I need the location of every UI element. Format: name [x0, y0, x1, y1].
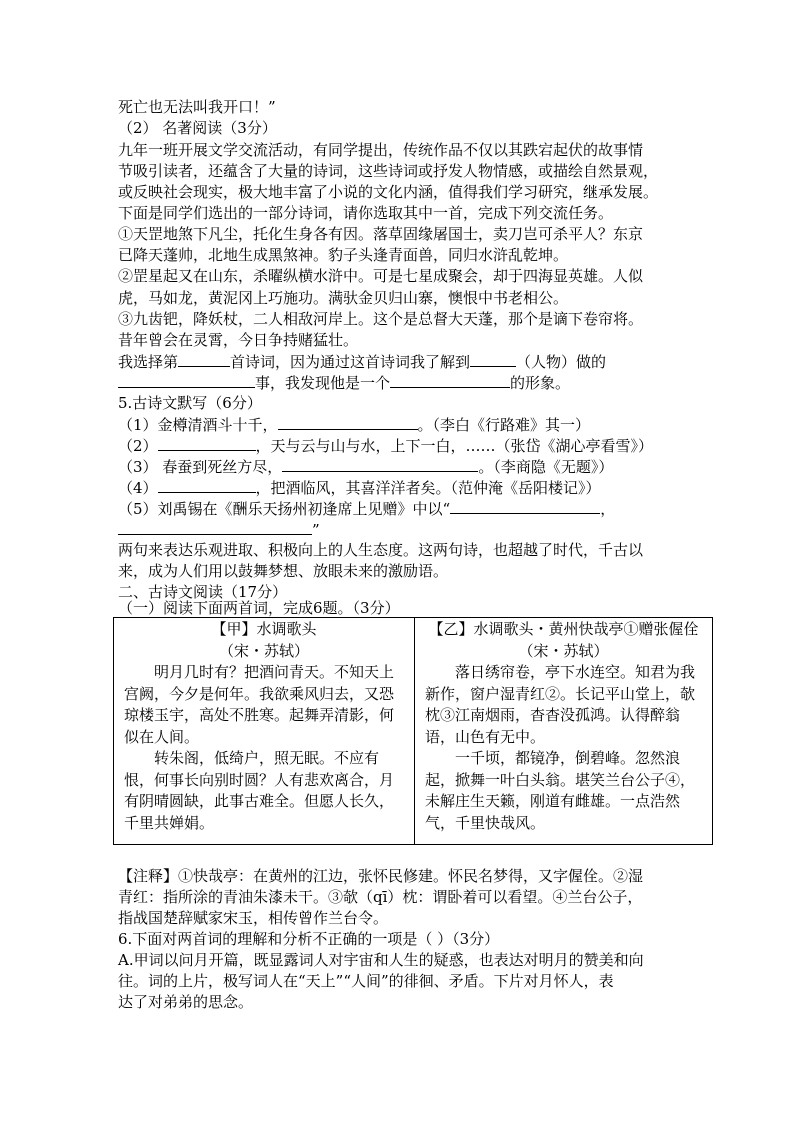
poem-line: ②罡星起又在山东，杀曜纵横水浒中。可是七星成聚会，却于四海显英雄。人似	[118, 267, 644, 285]
option-line: 达了对弟弟的思念。	[118, 993, 254, 1011]
annotation-line: 青红：指所涂的青油朱漆未干。③欹（qī）枕：谓卧着可以看望。④兰台公子，	[118, 888, 643, 906]
answer-blank[interactable]	[118, 519, 312, 535]
question-line	[118, 519, 320, 541]
text-line: 两句来表达乐观进取、积极向上的人生态度。这两句诗，也超越了时代，千古以	[118, 541, 644, 559]
answer-blank[interactable]	[118, 372, 255, 388]
text-segment: ”	[312, 521, 320, 539]
text-segment: 的形象。	[510, 374, 571, 392]
text-segment: 我选择第	[118, 353, 179, 371]
answer-blank[interactable]	[158, 477, 256, 493]
question-line	[118, 372, 570, 394]
poem-author: （宋・苏轼）	[518, 641, 609, 660]
poem-jia	[114, 618, 415, 845]
poem-line: 虎，马如龙，黄泥冈上巧施功。满驮金贝归山寨，懊恨中书老相公。	[118, 289, 569, 307]
section-heading: 5.古诗文默写（6分）	[118, 394, 262, 412]
answer-blank[interactable]	[450, 498, 600, 514]
text-segment: ，把酒临风，其喜洋洋者矣。（范仲淹《岳阳楼记》）	[255, 479, 601, 497]
answer-blank[interactable]	[282, 456, 478, 472]
answer-blank[interactable]	[390, 372, 510, 388]
option-line: A.甲词以问月开篇，既显露词人对宇宙和人生的疑惑，也表达对明月的赞美和向	[118, 951, 644, 969]
poem-stanza: 落日绣帘卷，亭下水连空。知君为我新作，窗户湿青红②。长记平山堂上，欹枕③江南烟雨，杳杳没孤鸿。认得醉翁语，山色有无中。	[425, 663, 696, 746]
poem-stanza: 一千顷，都镜净，倒碧峰。忽然浪起，掀舞一叶白头翁。堪笑兰台公子④，未解庄生天籁，刚道有雌雄。一点浩然气，千里快哉风。	[425, 749, 696, 832]
poem-title: 【乙】水调歌头・黄州快哉亭①赠张偓佺	[428, 620, 699, 638]
text-line: 死亡也无法叫我开口！”	[118, 98, 276, 116]
answer-blank[interactable]	[470, 351, 516, 367]
text-segment: （1）金樽清酒斗十千，	[118, 416, 278, 434]
text-segment: （3） 春蚕到死丝方尽，	[118, 458, 283, 476]
text-segment: ，	[600, 500, 616, 518]
poem-table	[113, 617, 713, 845]
text-line: 来，成为人们用以鼓舞梦想、放眼未来的激励语。	[118, 562, 449, 580]
question-line	[118, 477, 601, 499]
annotation-line: 指战国楚辞赋家宋玉，相传曾作兰台令。	[118, 909, 389, 927]
annotation-line: 【注释】①快哉亭：在黄州的江边，张怀民修建。怀民名梦得，又字偓佺。②湿	[118, 867, 644, 885]
section-heading: （2） 名著阅读（3分）	[118, 119, 277, 137]
poem-yi	[415, 618, 713, 845]
question-line	[118, 498, 615, 520]
question-line	[118, 414, 590, 436]
text-segment: （人物）做的	[516, 353, 607, 371]
answer-blank[interactable]	[178, 351, 230, 367]
text-segment: ，天与云与山与水，上下一白，……（张岱《湖心亭看雪》）	[255, 437, 654, 455]
poem-stanza: 明月几时有？把酒问青天。不知天上宫阙，今夕是何年。我欲乘风归去，又恐琼楼玉宇，高处不胜寒。起舞弄清影，何似在人间。	[124, 663, 395, 746]
text-line: 或反映社会现实，极大地丰富了小说的文化内涵，值得我们学习研究，继承发展。	[118, 183, 659, 201]
text-segment: 。（李白《行路难》其一）	[417, 416, 591, 434]
poem-line: ③九齿钯，降妖杖，二人相敌河岸上。这个是总督大天蓬，那个是谪下卷帘将。	[118, 310, 644, 328]
section-heading: 二、古诗文阅读（17分）	[118, 583, 288, 601]
answer-blank[interactable]	[158, 435, 256, 451]
text-line: 下面是同学们选出的一部分诗词，请你选取其中一首，完成下列交流任务。	[118, 204, 614, 222]
text-segment: （5）刘禹锡在《酬乐天扬州初逢席上见赠》中以“	[118, 500, 451, 518]
question-line	[118, 435, 653, 457]
poem-stanza: 转朱阁，低绮户，照无眠。不应有恨，何事长向别时圆？人有悲欢离合，月有阴晴圆缺，此事古难全。但愿人长久，千里共婵娟。	[124, 749, 395, 832]
option-line: 往。词的上片，极写词人在“天上”“人间”的徘徊、矛盾。下片对月怀人，表	[118, 972, 614, 990]
poem-line: 昔年曾会在灵霄，今日争持赌猛壮。	[118, 331, 359, 349]
poem-author: （宋・苏轼）	[218, 641, 309, 660]
question-line	[118, 351, 606, 373]
text-segment: 。（李商隐《无题》）	[478, 458, 614, 476]
answer-blank[interactable]	[278, 414, 418, 430]
subsection-heading: （一）阅读下面两首词，完成6题。（3分）	[118, 599, 400, 617]
question-stem: 6.下面对两首词的理解和分析不正确的一项是（ ）（3分）	[118, 930, 500, 948]
poem-line: 已降天蓬帅，北地生成黑煞神。豹子头逢青面兽，同归水浒乱乾坤。	[118, 246, 569, 264]
text-segment: （2）	[118, 437, 158, 455]
text-line: 九年一班开展文学交流活动，有同学提出，传统作品不仅以其跌宕起伏的故事情	[118, 141, 644, 159]
text-segment: 事，我发现他是一个	[255, 374, 391, 392]
text-segment: （4）	[118, 479, 158, 497]
text-segment: 首诗词，因为通过这首诗词我了解到	[230, 353, 471, 371]
question-line	[118, 456, 613, 478]
text-line: 节吸引读者，还蕴含了大量的诗词，这些诗词或抒发人物情感，或描绘自然景观，	[118, 162, 659, 180]
poem-line: ①天罡地煞下凡尘，托化生身各有因。落草固缘屠国士，卖刀岂可杀平人？东京	[118, 225, 644, 243]
poem-title: 【甲】水调歌头	[211, 620, 317, 638]
